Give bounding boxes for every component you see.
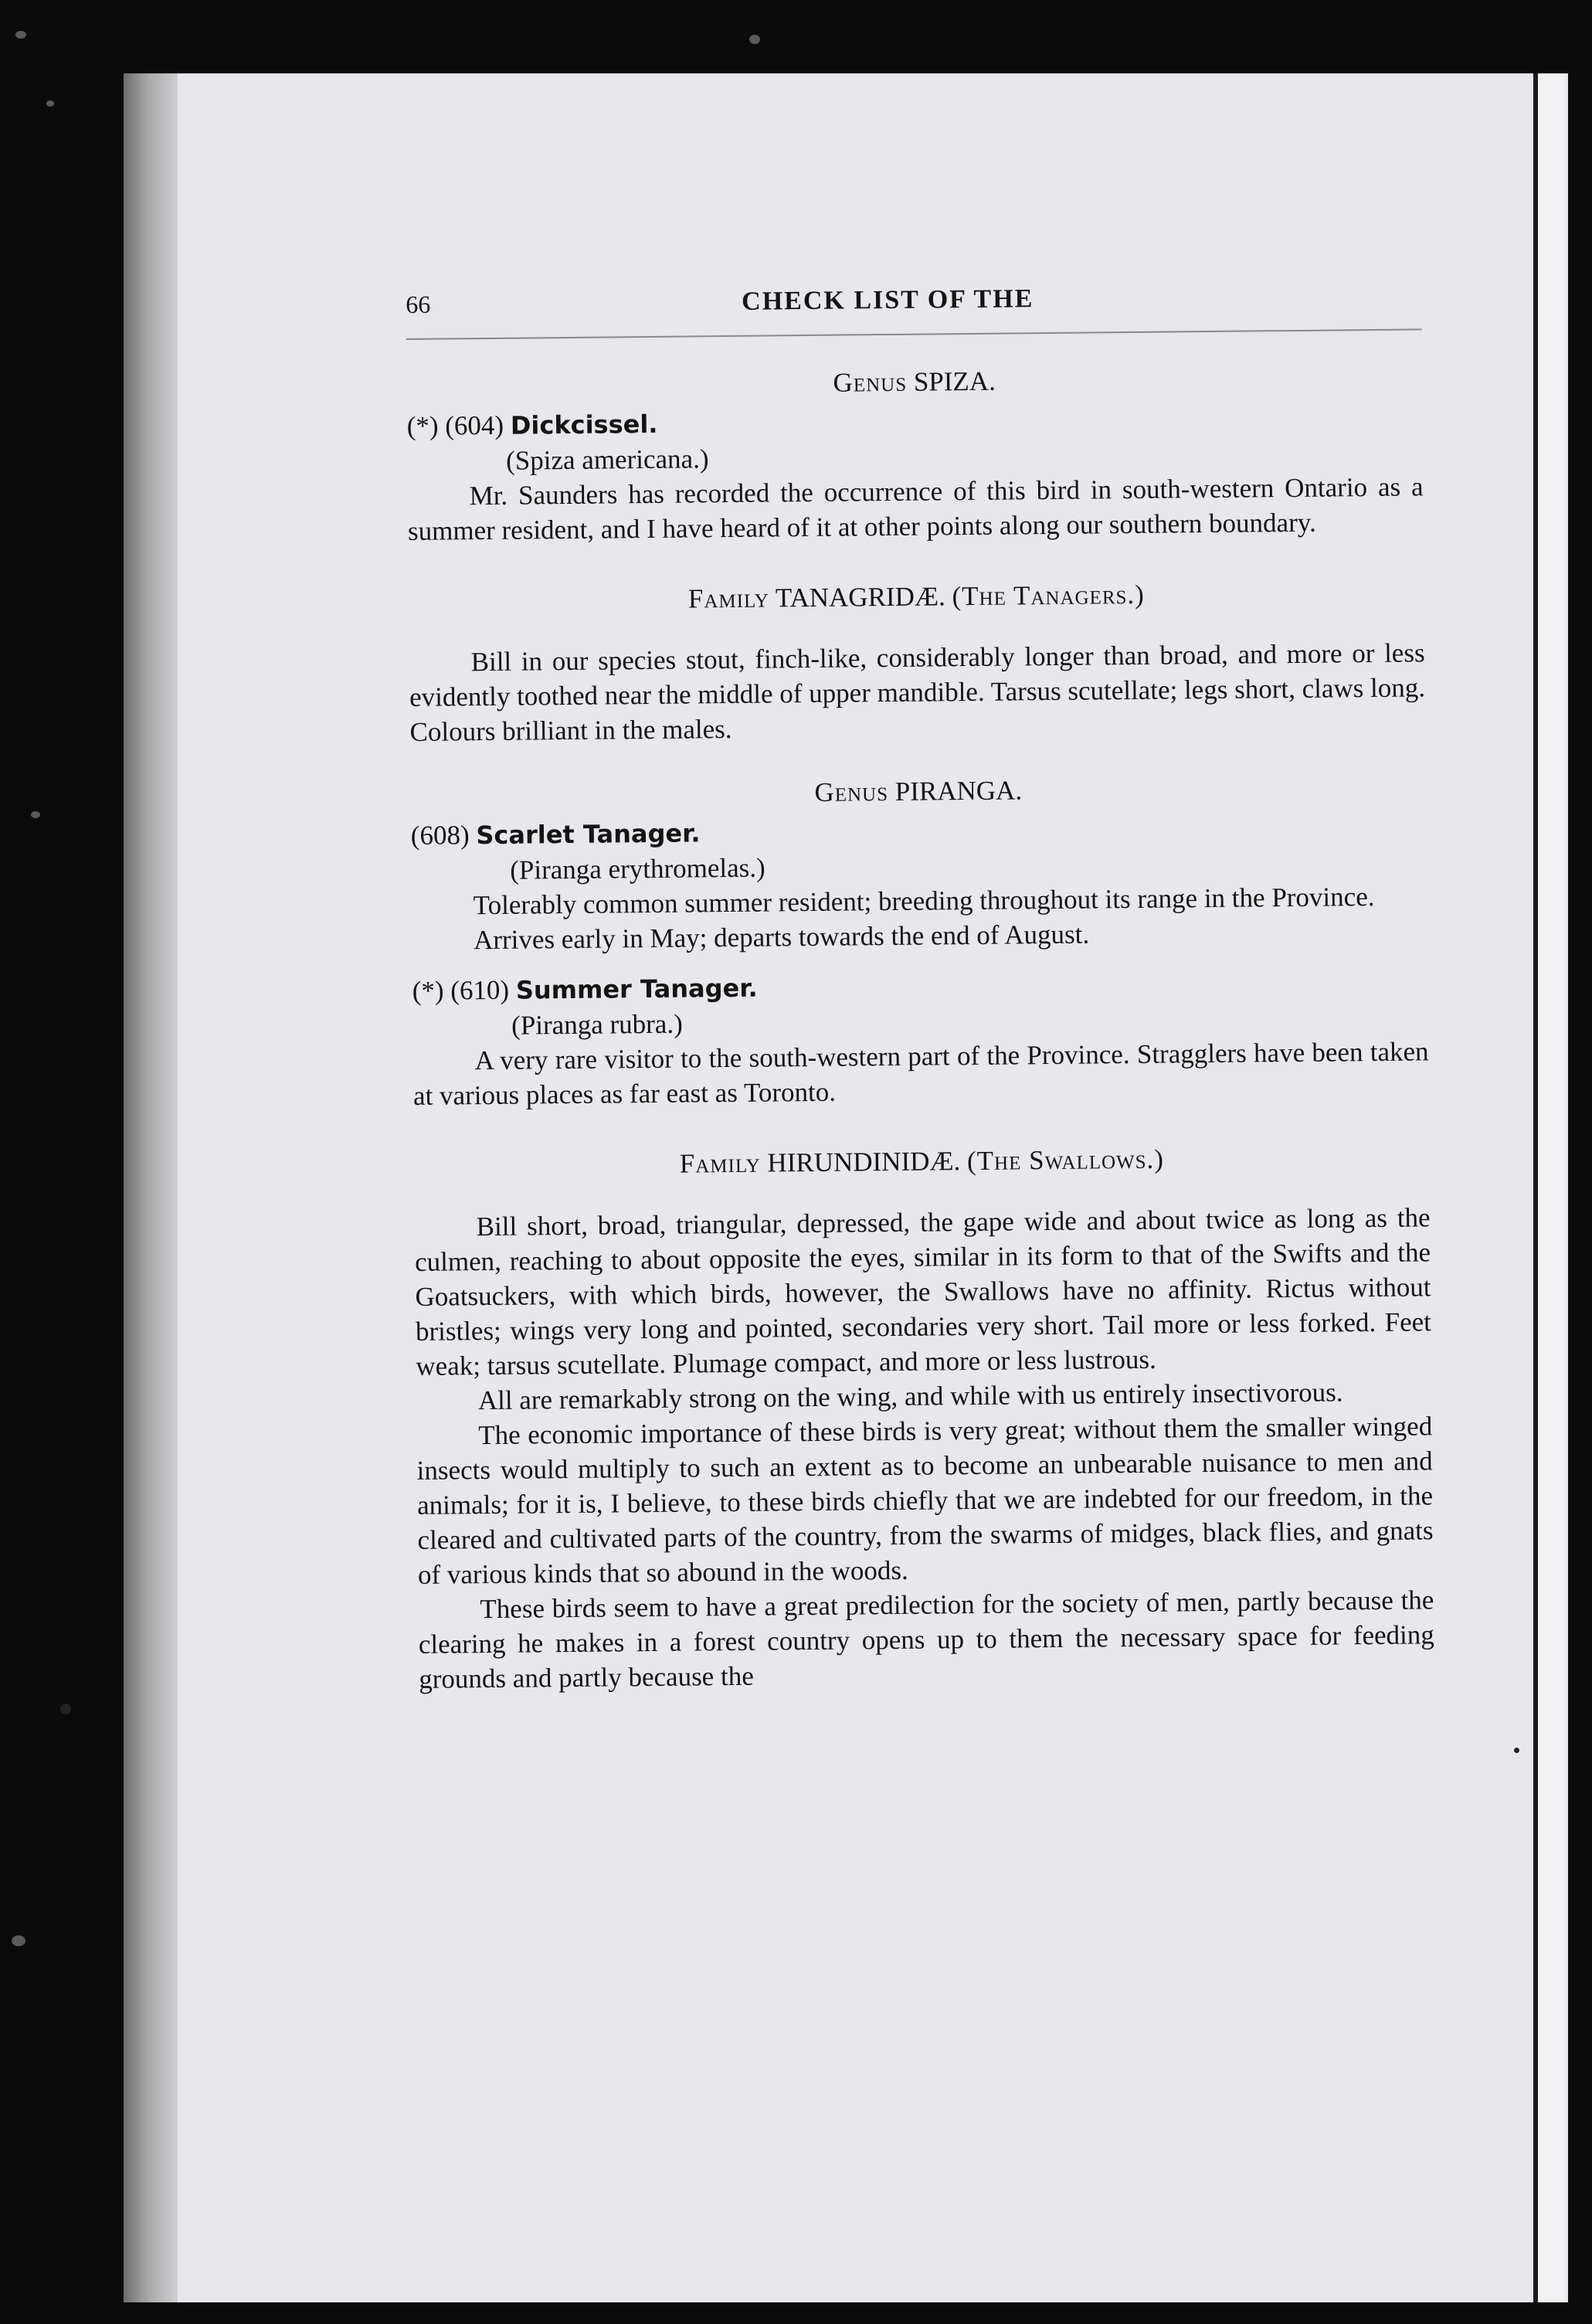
page-number: 66 [406,290,431,318]
background-speck [15,31,26,39]
ink-spot [60,1704,71,1714]
ink-spot [1514,1748,1519,1753]
genus-heading-spiza: Genus SPIZA. [833,365,996,398]
species-marker: (*) (604) [406,409,504,441]
family-paragraph: All are remarkably strong on the wing, and while with us entirely insectivorous. [477,1377,1343,1416]
species-description: A very rare visitor to the south-western part of the Province. Stragglers have been taken at various places as far east as Toronto. [412,1036,1429,1111]
species-common-name: Scarlet Tanager. [476,818,701,851]
species-latin-name: (Spiza americana.) [505,443,709,476]
species-description: Arrives early in May; departs towards the end of August. [473,919,1090,956]
species-entry-scarlet-tanager [411,808,1428,958]
species-latin-name: (Piranga rubra.) [511,1008,683,1041]
species-common-name: Summer Tanager. [515,973,758,1005]
species-entry-summer-tanager [412,963,1430,1113]
family-paragraph: The economic importance of these birds is very great; without them the smaller winged insects would multiply to such an extent as to become an unbearable nuisance to men and animals; for it is, I believe, to these birds chiefly that we are indebted for our freedom, in the cleared and cultivated parts of the country, from the swarms of midges, black flies, and gnats of various kinds that so abound in the woods. [416,1411,1434,1590]
species-latin-name: (Piranga erythromelas.) [510,852,765,885]
species-marker: (608) [410,820,470,851]
page-binding-shadow [124,73,178,2302]
background-speck [749,35,760,44]
species-marker: (*) (610) [412,974,510,1006]
background-speck [46,100,54,107]
family-heading-hirundinidae: Family HIRUNDINIDÆ. (The Swallows.) [679,1143,1165,1179]
species-description: Tolerably common summer resident; breeding throughout its range in the Province. [473,881,1375,921]
next-page-edge [1533,73,1565,2302]
background-speck [31,811,40,818]
species-description: Mr. Saunders has recorded the occurrence of this bird in south-western Ontario as a summer resident, and I have heard of it at other points along our southern boundary. [407,471,1424,546]
family-description: Bill in our species stout, finch-like, considerably longer than broad, and more or less evidently toothed near the middle of upper mandible. Tarsus scutellate; legs short, claws long. Colours brilliant in the males. [409,637,1426,747]
family-description: Bill short, broad, triangular, depressed, the gape wide and about twice as long as the culmen, reaching to about opposite the eyes, similar in its form to that of the Swifts and the Goatsuckers, with which birds, however, the Swallows have no affinity. Rictus without bristles; wings very long and pointed, secondaries very short. Tail more or less forked. Feet weak; tarsus scutellate. Plumage compact, and more or less lustrous. [414,1202,1432,1381]
genus-heading-piranga: Genus PIRANGA. [814,775,1023,807]
running-head: CHECK LIST OF THE [742,284,1034,316]
page-content [406,277,1434,1697]
family-paragraph: These birds seem to have a great predilection for the society of men, partly because the clearing he makes in a forest country opens up to them the necessary space for feeding grounds and partly because the [418,1585,1434,1694]
page-header [406,277,1422,334]
species-common-name: Dickcissel. [510,409,658,440]
background-speck [12,1935,25,1946]
species-entry-dickcissel [407,399,1424,549]
family-heading-tanagridae: Family TANAGRIDÆ. (The Tanagers.) [687,579,1146,614]
